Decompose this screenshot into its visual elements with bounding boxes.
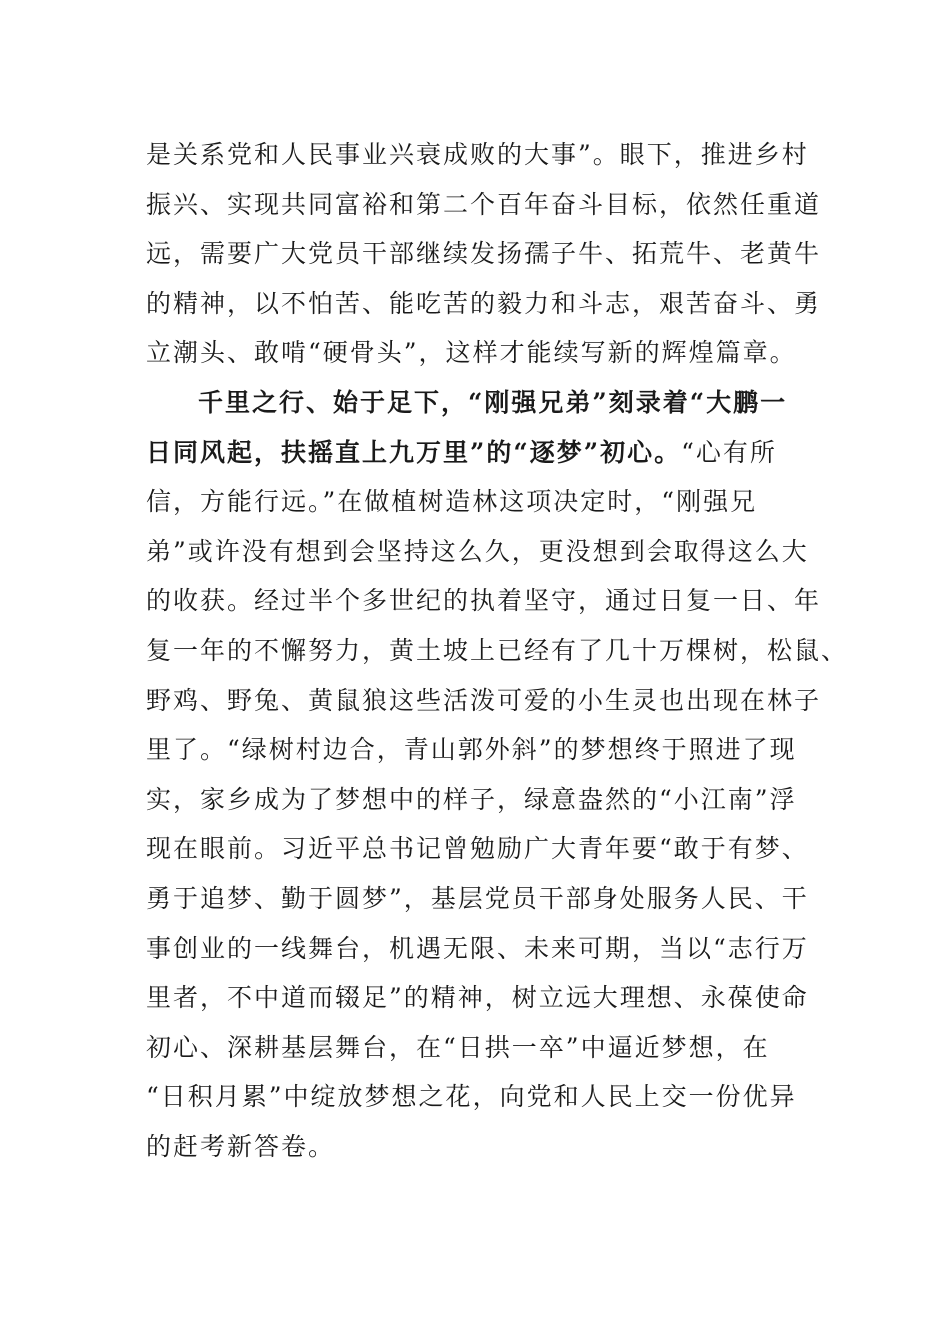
- paragraph-1-line: 振兴、实现共同富裕和第二个百年奋斗目标，依然任重道: [146, 189, 822, 219]
- paragraph-2-bold-lead-end: 日同风起，扶摇直上九万里”的“逐梦”初心。: [146, 437, 682, 467]
- paragraph-2-line: 现在眼前。习近平总书记曾勉励广大青年要“敢于有梦、: [146, 834, 809, 864]
- paragraph-1: [146, 130, 826, 378]
- paragraph-2-line: 里了。“绿树村边合，青山郭外斜”的梦想终于照进了现: [146, 735, 797, 765]
- paragraph-2-line: 信，方能行远。”在做植树造林这项决定时，“刚强兄: [146, 487, 758, 517]
- paragraph-2-line: 的赶考新答卷。: [146, 1131, 336, 1161]
- paragraph-2-line: 复一年的不懈努力，黄土坡上已经有了几十万棵树，松鼠、: [146, 635, 849, 665]
- paragraph-2-line-rest: “心有所: [681, 437, 777, 467]
- paragraph-2-line: 的收获。经过半个多世纪的执着坚守，通过日复一日、年: [146, 586, 822, 616]
- paragraph-1-line: 立潮头、敢啃“硬骨头”，这样才能续写新的辉煌篇章。: [146, 338, 797, 368]
- paragraph-2-line: 弟”或许没有想到会坚持这么久，更没想到会取得这么大: [146, 536, 809, 566]
- paragraph-2-mixed-line: [146, 428, 826, 478]
- paragraph-2-line: 勇于追梦、勤于圆梦”，基层党员干部身处服务人民、干: [146, 883, 809, 913]
- paragraph-2-line: 里者，不中道而辍足”的精神，树立远大理想、永葆使命: [146, 983, 809, 1013]
- paragraph-1-line: 的精神，以不怕苦、能吃苦的毅力和斗志，艰苦奋斗、勇: [146, 288, 822, 318]
- paragraph-2-line: “日积月累”中绽放梦想之花，向党和人民上交一份优异: [146, 1082, 797, 1112]
- paragraph-2-line: 野鸡、野兔、黄鼠狼这些活泼可爱的小生灵也出现在林子: [146, 685, 822, 715]
- body-text: [146, 130, 849, 1171]
- paragraph-2-bold-lead-line: 千里之行、始于足下，“刚强兄弟”刻录着“大鹏一: [198, 387, 788, 417]
- paragraph-2-line: 事创业的一线舞台，机遇无限、未来可期，当以“志行万: [146, 933, 809, 963]
- paragraph-2-line: 实，家乡成为了梦想中的样子，绿意盎然的“小江南”浮: [146, 784, 797, 814]
- paragraph-1-line: 是关系党和人民事业兴衰成败的大事”。眼下，推进乡村: [146, 140, 809, 169]
- paragraph-2-line: 初心、深耕基层舞台，在“日拱一卒”中逼近梦想，在: [146, 1032, 770, 1062]
- paragraph-2: [146, 378, 849, 1172]
- paragraph-1-line: 远，需要广大党员干部继续发扬孺子牛、拓荒牛、老黄牛: [146, 239, 822, 269]
